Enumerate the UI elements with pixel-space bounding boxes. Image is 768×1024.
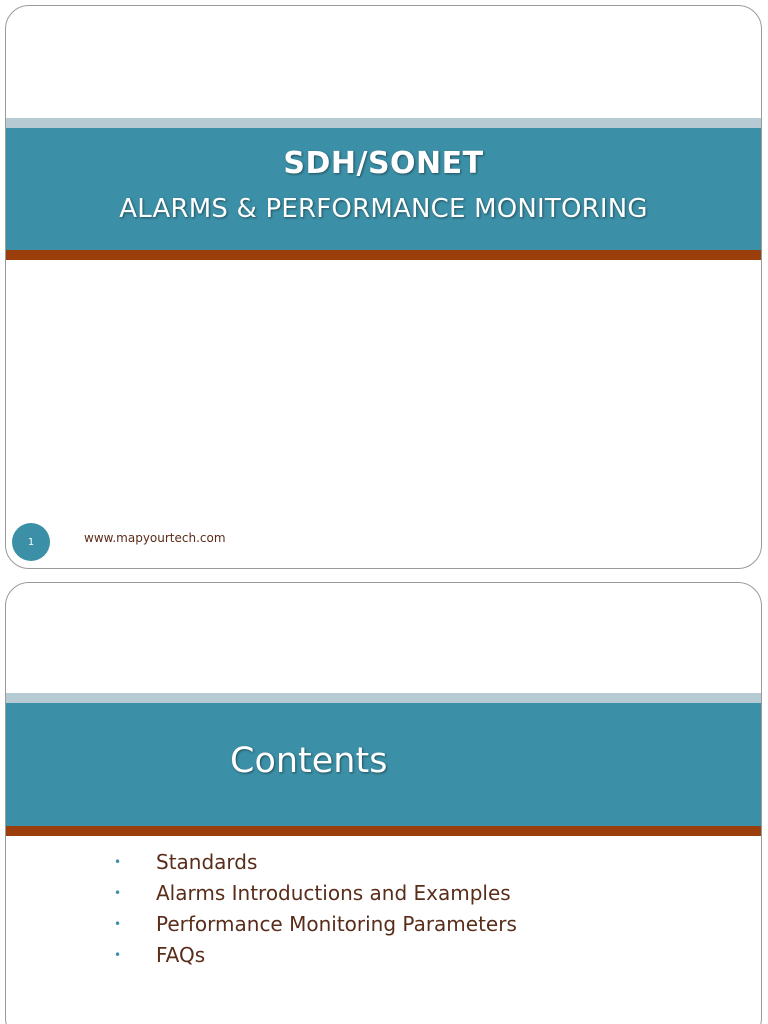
list-item-label: Standards [156, 849, 258, 874]
slide-subtitle: ALARMS & PERFORMANCE MONITORING [119, 194, 648, 224]
title-underline-band [6, 826, 761, 836]
contents-list [111, 846, 517, 970]
list-item-label: FAQs [156, 942, 206, 967]
list-item [111, 846, 517, 877]
list-item [111, 877, 517, 908]
slide-number: 1 [27, 536, 35, 548]
list-item [111, 939, 517, 970]
list-item-label: Performance Monitoring Parameters [156, 911, 517, 936]
slide-2 [5, 582, 762, 1024]
header-accent-band [6, 118, 761, 128]
title-underline-band [6, 250, 761, 260]
header-accent-band [6, 693, 761, 703]
bullet-dot-icon: • [114, 916, 122, 931]
slide-number-badge [12, 523, 50, 561]
bullet-dot-icon: • [114, 854, 122, 869]
title-band [6, 128, 761, 250]
slide-title: Contents [230, 741, 388, 781]
title-band [6, 703, 761, 826]
footer-url: www.mapyourtech.com [84, 531, 226, 545]
list-item-label: Alarms Introductions and Examples [156, 880, 511, 905]
slide-1 [5, 5, 762, 569]
bullet-dot-icon: • [114, 885, 122, 900]
list-item [111, 908, 517, 939]
slide-title: SDH/SONET [283, 146, 484, 181]
bullet-dot-icon: • [114, 947, 122, 962]
